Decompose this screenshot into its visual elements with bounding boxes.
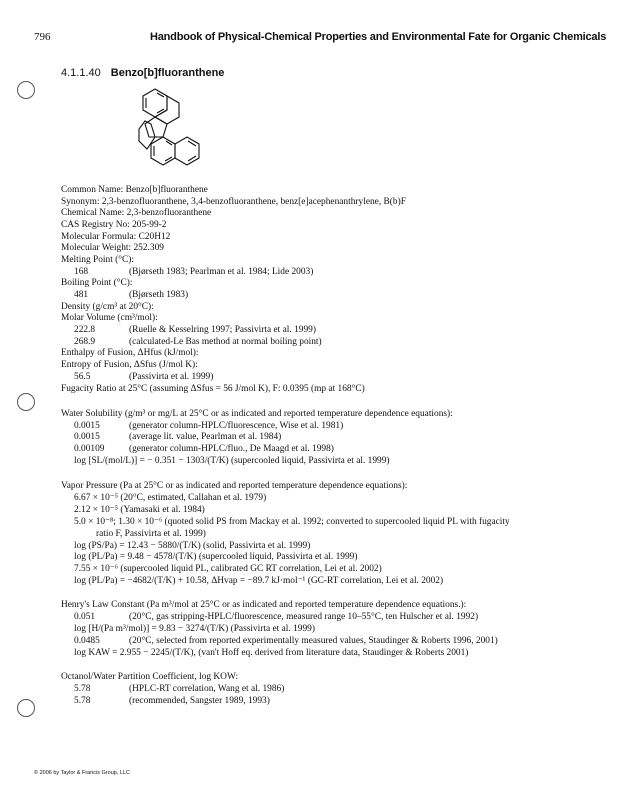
property-label: Synonym: 2,3-benzofluoranthene, 3,4-benzofluoranthene, benz[e]acephenanthrylene, B(b)F: [61, 197, 406, 207]
property-label: Entropy of Fusion, ΔSfus (J/mol K):: [61, 360, 198, 370]
property-label: Density (g/cm³ at 20°C):: [61, 302, 154, 312]
property-label: Vapor Pressure (Pa at 25°C or as indicated and reported temperature dependence equations):: [61, 481, 408, 491]
property-label: Molecular Weight: 252.309: [61, 243, 164, 253]
property-value: 222.8: [74, 325, 96, 335]
section-heading: [61, 67, 224, 79]
property-label: Molar Volume (cm³/mol):: [61, 313, 158, 323]
benzo-b-fluoranthene-structure: [135, 83, 215, 183]
property-reference: (HPLC-RT correlation, Wang et al. 1986): [129, 684, 285, 694]
property-reference: (calculated-Le Bas method at normal boiling point): [129, 337, 322, 347]
property-value: 268.9: [74, 337, 96, 347]
punch-hole-bottom: [17, 699, 35, 717]
property-line: log (PL/Pa) = 9.48 − 4578/(T/K) (supercooled liquid, Passivirta et al. 1999): [74, 552, 358, 562]
property-line: log [SL/(mol/L)] = − 0.351 − 1303/(T/K) (supercooled liquid, Passivirta et al. 1999): [74, 456, 390, 466]
property-label: Boiling Point (°C):: [61, 278, 133, 288]
punch-hole-middle: [17, 393, 35, 411]
property-value: 56.5: [74, 372, 91, 382]
property-label: Chemical Name: 2,3-benzofluoranthene: [61, 208, 212, 218]
property-reference: (Bjørseth 1983): [129, 290, 189, 300]
property-label: Water Solubility (g/m³ or mg/L at 25°C or as indicated and reported temperature dependence equations):: [61, 409, 453, 419]
copyright-footer: © 2006 by Taylor & Francis Group, LLC: [34, 770, 130, 776]
property-label: Octanol/Water Partition Coefficient, log KOW:: [61, 672, 239, 682]
section-title: Benzo[b]fluoranthene: [110, 67, 225, 79]
property-label: Fugacity Ratio at 25°C (assuming ΔSfus = 56 J/mol K), F: 0.0395 (mp at 168°C): [61, 384, 365, 394]
property-reference: (average lit. value, Pearlman et al. 1984): [129, 432, 282, 442]
property-label: Henry's Law Constant (Pa m³/mol at 25°C or as indicated and reported temperature dependence equations.):: [61, 600, 467, 610]
property-reference: (Bjørseth 1983; Pearlman et al. 1984; Lide 2003): [129, 267, 314, 277]
property-line: log KAW = 2.955 − 2245/(T/K), (van't Hoff eq. derived from literature data, Staudinger & Roberts 2001): [74, 648, 469, 658]
property-reference: (recommended, Sangster 1989, 1993): [129, 696, 270, 706]
punch-hole-top: [17, 81, 35, 99]
property-label: Melting Point (°C):: [61, 255, 135, 265]
property-line: 6.67 × 10⁻⁵ (20°C, estimated, Callahan et al. 1979): [74, 493, 267, 503]
property-value: 168: [74, 267, 89, 277]
property-line: ratio F, Passivirta et al. 1999): [96, 529, 206, 539]
property-label: CAS Registry No: 205-99-2: [61, 220, 167, 230]
property-value: 0.051: [74, 612, 96, 622]
property-value: 5.78: [74, 696, 91, 706]
property-value: 481: [74, 290, 89, 300]
property-reference: (Ruelle & Kesselring 1997; Passivirta et al. 1999): [129, 325, 316, 335]
property-reference: (20°C, gas stripping-HPLC/fluorescence, measured range 10–55°C, ten Hulscher et al. 1992): [129, 612, 479, 622]
property-label: Common Name: Benzo[b]fluoranthene: [61, 185, 208, 195]
property-line: 5.0 × 10⁻⁸; 1.30 × 10⁻⁶ (quoted solid PS from Mackay et al. 1992; converted to supercooled liquid PL with fugacity: [74, 517, 510, 527]
property-value: 0.0485: [74, 636, 100, 646]
property-line: log (PL/Pa) = −4682/(T/K) + 10.58, ΔHvap = −89.7 kJ·mol⁻¹ (GC-RT correlation, Lei et al. 2002): [74, 576, 444, 586]
property-label: Molecular Formula: C20H12: [61, 232, 171, 242]
property-value: 5.78: [74, 684, 91, 694]
property-line: 7.55 × 10⁻⁶ (supercooled liquid PL, calibrated GC RT correlation, Lei et al. 2002): [74, 564, 382, 574]
property-label: Enthalpy of Fusion, ΔHfus (kJ/mol):: [61, 348, 199, 358]
property-value: 0.0015: [74, 432, 100, 442]
property-value: 0.00109: [74, 444, 105, 454]
property-reference: (generator column-HPLC/fluo., De Maagd et al. 1998): [129, 444, 334, 454]
property-reference: (20°C, selected from reported experimentally measured values, Staudinger & Roberts 1996, 2001): [129, 636, 498, 646]
page-number: 796: [34, 31, 51, 43]
section-number: 4.1.1.40: [61, 67, 101, 79]
property-line: log (PS/Pa) = 12.43 − 5880/(T/K) (solid, Passivirta et al. 1999): [74, 541, 311, 551]
property-line: log [H/(Pa m³/mol)] = 9.83 − 3274/(T/K) (Passivirta et al. 1999): [74, 624, 315, 634]
property-reference: (generator column-HPLC/fluorescence, Wise et al. 1981): [129, 421, 344, 431]
running-header: Handbook of Physical-Chemical Properties and Environmental Fate for Organic Chemicals: [150, 31, 607, 43]
property-line: 2.12 × 10⁻⁵ (Yamasaki et al. 1984): [74, 505, 205, 515]
property-reference: (Passivirta et al. 1999): [129, 372, 214, 382]
property-value: 0.0015: [74, 421, 100, 431]
